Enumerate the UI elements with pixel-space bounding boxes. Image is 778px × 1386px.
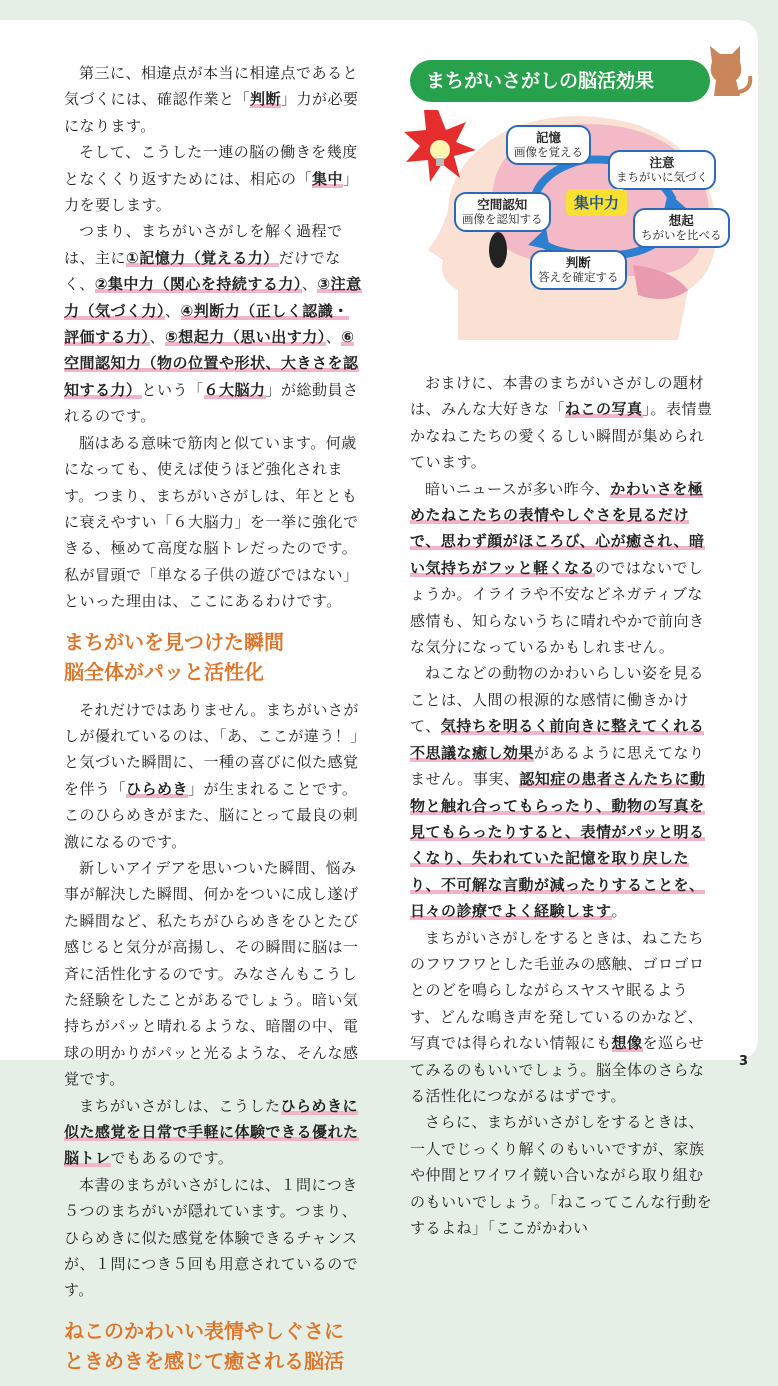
paragraph: ねこなどの動物のかわいらしい姿を見ることは、人間の根源的な感情に働きかけて、気持ちを明るく前向きに整えてくれる不思議な癒し効果があるように思えてなりません。事実、認知症の患者さんたちに動物と触れ合ってもらったり、動物の写真を見てもらったりすると、表情がパッと明るくなり、失われていた記憶を取り戻したり、不可解な言動が減ったりすることを、日々の診療でよく経験します。 xyxy=(410,664,706,921)
eye-shape xyxy=(489,232,507,268)
paragraph: 暗いニュースが多い昨今、かわいさを極めたねこたちの表情やしぐさを見るだけで、思わず顔がほころび、心が癒され、暗い気持ちがフッと軽くなるのではないでしょうか。イライラや不安などネガティブな感情も、知らないうちに晴れやかで前向きな気分になっているかもしれません。 xyxy=(410,479,705,657)
label-recall: 想起 ちがいを比べる xyxy=(633,208,730,248)
paragraph: 第三に、相違点が本当に相違点であると気づくには、確認作業と「判断」力が必要になります。 xyxy=(64,64,359,135)
paragraph: それだけではありません。まちがいさがしが優れているのは、「あ、ここが違う！」と気づいた瞬間に、一種の喜びに似た感覚を伴う「ひらめき」が生まれることです。このひらめきがまた、脳にとって最良の刺激になるのです。 xyxy=(64,700,359,851)
label-attention: 注意 まちがいに気づく xyxy=(608,150,716,190)
left-column xyxy=(64,60,362,1386)
right-column xyxy=(410,370,716,1241)
paragraph: つまり、まちがいさがしを解く過程では、主に①記憶力（覚える力）だけでなく、②集中力（関心を持続する力）、③注意力（気づく力）、④判断力（正しく認識・評価する力）、⑤想起力（思い出す力）、⑥空間認知力（物の位置や形状、大きさを認知する力）という「６大脳力」が総動員されるのです。 xyxy=(64,222,362,426)
paragraph: 本書のまちがいさがしには、１問につき５つのまちがいが隠れています。つまり、ひらめきに似た感覚を体験できるチャンスが、１問につき５回も用意されているのです。 xyxy=(64,1175,359,1300)
paragraph: 脳はある意味で筋肉と似ています。何歳になっても、使えば使うほど強化されます。つまり、まちがいさがしは、年とともに衰えやすい「６大脳力」を一挙に強化できる、極めて高度な脳トレだったのです。私が冒頭で「単なる子供の遊びではない」といった理由は、ここにあるわけです。 xyxy=(64,433,359,611)
brain-diagram xyxy=(398,100,728,354)
label-judgment: 判断 答えを確定する xyxy=(530,250,627,290)
label-memory: 記憶 画像を覚える xyxy=(506,125,591,165)
page-number: 3 xyxy=(738,1054,748,1069)
paragraph: さらに、まちがいさがしをするときは、一人でじっくり解くのもいいですが、家族や仲間とワイワイ競い合いながら取り組むのもいいでしょう。「ねこってこんな行動をするよね」「ここがかわい xyxy=(410,1113,713,1237)
paragraph: 新しいアイデアを思いついた瞬間、悩み事が解決した瞬間、何かをついに成し遂げた瞬間など、私たちがひらめきをひとたび感じると気分が高揚し、その瞬間に脳は一斉に活性化するのです。みなさんもこうした経験をしたことがあるでしょう。暗い気持ちがパッと晴れるような、暗闇の中、電球の明かりがパッと光るような、そんな感覚です。 xyxy=(64,858,359,1089)
lightbulb-base xyxy=(436,158,444,166)
paragraph: そして、こうした一連の脳の働きを幾度となくくり返すためには、相応の「集中」力を要します。 xyxy=(64,143,359,215)
section-heading: まちがいを見つけた瞬間 脳全体がパッと活性化 xyxy=(64,629,284,684)
section-heading: ねこのかわいい表情やしぐさに ときめきを感じて癒される脳活 xyxy=(64,1318,344,1373)
lightbulb-icon xyxy=(430,140,450,160)
label-concentration: 集中力 xyxy=(566,189,627,216)
paragraph: おまけに、本書のまちがいさがしの題材は、みんな大好きな「ねこの写真」。表情豊かなねこたちの愛くるしい瞬間が集められています。 xyxy=(410,374,713,472)
cat-icon xyxy=(704,40,754,100)
paragraph: まちがいさがしは、こうしたひらめきに似た感覚を日常で手軽に体験できる優れた脳トレでもあるのです。 xyxy=(64,1096,359,1168)
diagram-title: まちがいさがしの脳活効果 xyxy=(410,60,710,102)
paragraph: まちがいさがしをするときは、ねこたちのフワフワとした毛並みの感触、ゴロゴロとのどを鳴らしながらスヤスヤ眠るようす、どんな鳴き声を発しているのかなど、写真では得られない情報にも想像を巡らせてみるのもいいでしょう。脳全体のさらなる活性化につながるはずです。 xyxy=(410,928,705,1105)
label-spatial: 空間認知 画像を認知する xyxy=(454,192,551,232)
